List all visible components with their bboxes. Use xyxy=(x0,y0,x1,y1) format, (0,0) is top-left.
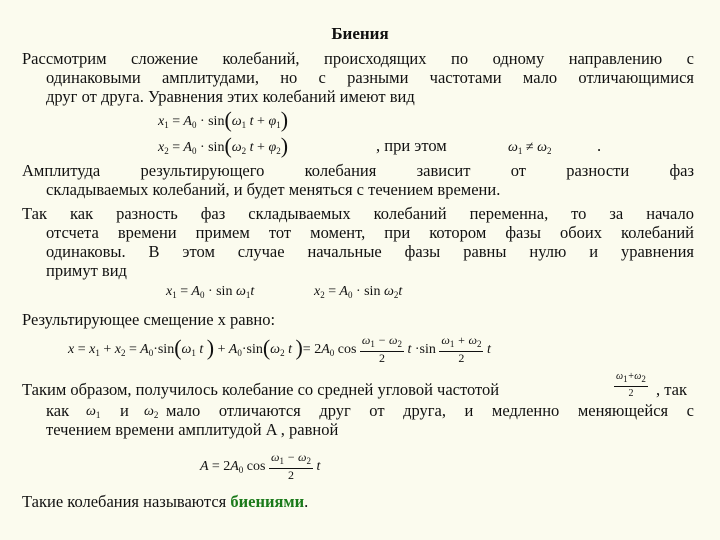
text-line: отсчета времени примем тот момент, при котором фазы обоих колебаний xyxy=(46,223,694,242)
conclusion-suffix: . xyxy=(304,492,309,511)
formula-x2: $x_2 = A_0 \cdot \sin(\omega_2$ $t + \varphi_2$) xyxy=(158,133,289,158)
text-line: течением времени амплитудой A , равной xyxy=(46,420,339,439)
text-line: Рассмотрим сложение колебаний, происходящих по одному направлению с xyxy=(22,49,694,68)
text-fragment: и xyxy=(120,401,129,420)
formula-omega2: $\omega_2$ xyxy=(144,404,159,420)
text-line: Так как разность фаз складываемых колебаний переменна, то за начало xyxy=(22,204,694,223)
formula-condition: $\omega_1 \ne \omega_2$ xyxy=(508,140,552,156)
formula-x1: $x_1 = A_0 \cdot \sin(\omega_1$ $t + \varphi_1$) xyxy=(158,107,289,132)
text-line: Таким образом, получилось колебание со средней угловой частотой xyxy=(22,380,500,399)
formula-mean-frequency: $\frac{\omega 1+\omega 2}{2}$ xyxy=(616,371,646,399)
highlight-term: биениями xyxy=(230,492,305,511)
formula-amplitude: $A = 2A_0$ cos $\frac{\omega_1 - \omega_2}{2}$ t xyxy=(200,450,321,483)
text-line: складываемых колебаний, и будет меняться с течением времени. xyxy=(46,180,501,199)
conclusion-line xyxy=(22,492,308,511)
formula-x1-simple: $x_1 = A_0 \cdot \sin \omega_1t$ xyxy=(166,284,255,300)
text-when: , при этом xyxy=(376,136,447,155)
text-line: примут вид xyxy=(46,261,127,280)
text-line: одинаковыми амплитудами, но с разными частотами мало отличающимися xyxy=(46,68,694,87)
text-period: . xyxy=(597,136,602,155)
formula-omega1: $\omega_1$ xyxy=(86,404,101,420)
text-line: Результирующее смещение x равно: xyxy=(22,310,276,329)
text-line: мало отличаются друг от друга, и медленно меняющейся с xyxy=(166,401,694,420)
text-line: Амплитуда результирующего колебания зависит от разности фаз xyxy=(22,161,694,180)
formula-sum: $x = x_1 + x_2 = A_0\cdot\sin(\omega_1$ t ) + $A_0\cdot\sin(\omega_2$ t )= $2A_0$ cos $\frac{\omega_1 - \omega_2}{2}$ t ·sin $\frac{\omega_1 + \omega_2}{2}$ t xyxy=(68,333,491,366)
conclusion-prefix: Такие колебания называются xyxy=(22,492,231,511)
text-fragment: , так xyxy=(656,380,688,399)
text-line: одинаковы. В этом случае начальные фазы равны нулю и уравнения xyxy=(46,242,694,261)
page-title: Биения xyxy=(331,24,389,43)
text-line: друг от друга. Уравнения этих колебаний имеют вид xyxy=(46,87,415,106)
text-fragment: как xyxy=(46,401,70,420)
formula-x2-simple: $x_2 = A_0 \cdot \sin \omega_2t$ xyxy=(314,284,403,300)
